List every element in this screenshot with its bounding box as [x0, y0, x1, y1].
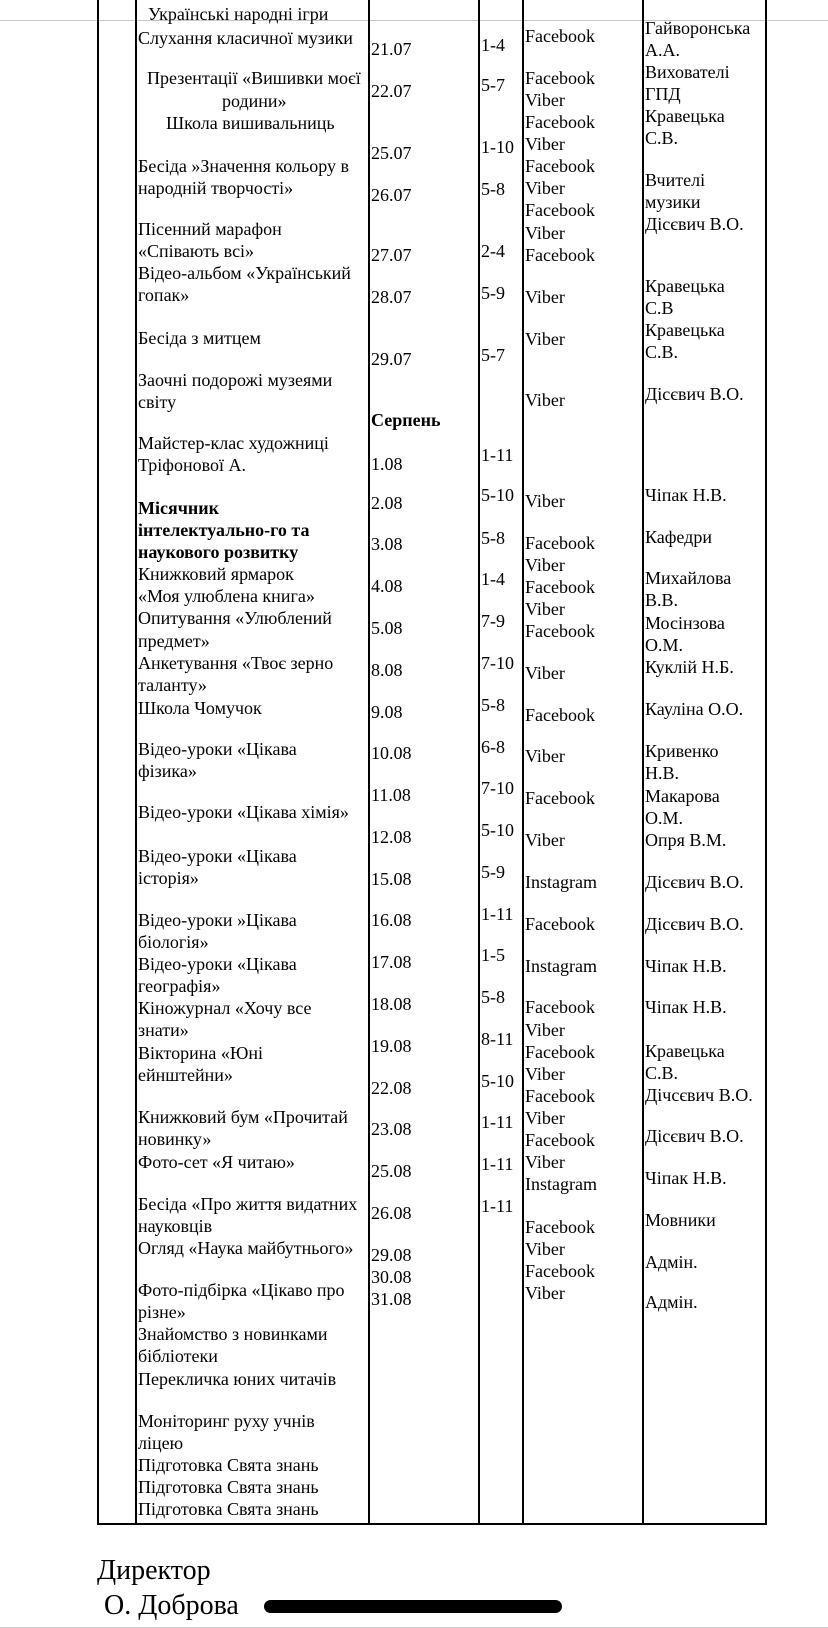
responsible-cell: А.А. [645, 40, 680, 60]
activity-text: Пісенний марафон [138, 219, 282, 239]
signature-name: О. Доброва [104, 1590, 239, 1621]
grade-cell: 5-9 [481, 283, 505, 303]
responsible-cell: О.М. [645, 635, 684, 655]
activity-text: Огляд «Наука майбутнього» [138, 1238, 354, 1258]
platform-cell: Facebook [525, 112, 595, 132]
platform-cell: Facebook [525, 1261, 595, 1281]
activity-text: Відео-альбом «Український [138, 263, 351, 283]
grade-cell: 5-8 [481, 695, 505, 715]
activity-text: Вікторина «Юні [138, 1043, 264, 1063]
grade-cell: 7-9 [481, 611, 505, 631]
activity-text: Фото-підбірка «Цікаво про [138, 1280, 345, 1300]
activity-text: Підготовка Свята знань [138, 1477, 319, 1497]
grade-cell: 5-10 [481, 1071, 514, 1091]
platform-cell: Facebook [525, 1217, 595, 1237]
activity-text: ліцею [138, 1433, 184, 1453]
activity-text: Фото-сет «Я читаю» [138, 1152, 295, 1172]
activity-text: географія» [138, 976, 221, 996]
date-cell: 19.08 [371, 1036, 412, 1056]
responsible-cell: Чіпак Н.В. [645, 485, 727, 505]
grade-cell: 5-8 [481, 987, 505, 1007]
table-divider-date [368, 0, 370, 1525]
activity-text: інтелектуально-го та [138, 520, 310, 540]
platform-cell: Facebook [525, 997, 595, 1017]
date-cell: 26.07 [371, 185, 412, 205]
activity-text: «Моя улюблена книга» [138, 586, 315, 606]
date-cell: 30.08 [371, 1267, 412, 1287]
date-cell: 17.08 [371, 952, 412, 972]
activity-text: світу [138, 392, 177, 412]
grade-cell: 1-11 [481, 1154, 514, 1174]
activity-text: Відео-уроки »Цікава [138, 910, 297, 930]
activity-text: гопак» [138, 285, 190, 305]
activity-text: Слухання класичної музики [138, 28, 353, 48]
platform-cell: Viber [525, 746, 565, 766]
date-cell: 29.08 [371, 1245, 412, 1265]
platform-cell: Viber [525, 1152, 565, 1172]
responsible-cell: Дісєвич В.О. [645, 914, 744, 934]
responsible-cell: музики [645, 192, 701, 212]
date-cell: 9.08 [371, 702, 403, 722]
date-cell: 11.08 [371, 785, 411, 805]
activity-text: Перекличка юних читачів [138, 1369, 337, 1389]
grade-cell: 5-7 [481, 75, 505, 95]
responsible-cell: Михайлова [645, 568, 732, 588]
grade-cell: 5-8 [481, 179, 505, 199]
platform-cell: Viber [525, 390, 565, 410]
grade-cell: 1-11 [481, 1196, 514, 1216]
activity-text: Майстер-клас художниці [138, 433, 329, 453]
responsible-cell: Вихователі [645, 62, 730, 82]
date-cell: 25.08 [371, 1161, 412, 1181]
grade-cell: 5-10 [481, 485, 514, 505]
grade-cell: 7-10 [481, 653, 514, 673]
responsible-cell: Мосінзова [645, 613, 725, 633]
platform-cell: Viber [525, 134, 565, 154]
grade-cell: 8-11 [481, 1029, 514, 1049]
platform-cell: Facebook [525, 1042, 595, 1062]
grade-cell: 2-4 [481, 241, 505, 261]
responsible-cell: Адмін. [645, 1292, 698, 1312]
date-cell: 29.07 [371, 349, 412, 369]
grade-cell: 1-11 [481, 445, 514, 465]
table-border-left [97, 0, 99, 1525]
platform-cell: Viber [525, 491, 565, 511]
date-cell: 25.07 [371, 143, 412, 163]
activity-text: ейнштейни» [138, 1065, 233, 1085]
responsible-cell: В.В. [645, 590, 679, 610]
activity-text: історія» [138, 868, 199, 888]
platform-cell: Viber [525, 555, 565, 575]
platform-cell: Facebook [525, 1130, 595, 1150]
grade-cell: 1-10 [481, 137, 514, 157]
responsible-cell: Макарова [645, 786, 720, 806]
responsible-cell: Вчителі [645, 170, 706, 190]
activity-text: Українські народні ігри [148, 4, 329, 24]
activity-text: Опитування «Улюблений [138, 608, 332, 628]
platform-cell: Viber [525, 1239, 565, 1259]
platform-cell: Viber [525, 223, 565, 243]
platform-cell: Facebook [525, 914, 595, 934]
responsible-cell: Мовники [645, 1210, 716, 1230]
activity-text: новинку» [138, 1129, 212, 1149]
table-divider-platform [522, 0, 524, 1525]
platform-cell: Viber [525, 1020, 565, 1040]
activity-text: науковців [138, 1216, 213, 1236]
date-cell: 5.08 [371, 618, 403, 638]
responsible-cell: Кравецька [645, 1041, 725, 1061]
responsible-cell: С.В. [645, 342, 679, 362]
grade-cell: 1-5 [481, 945, 505, 965]
activity-text: Школа вишивальниць [166, 113, 335, 133]
grade-cell: 1-4 [481, 569, 505, 589]
activity-text: Відео-уроки «Цікава хімія» [138, 802, 349, 822]
responsible-cell: Куклій Н.Б. [645, 657, 734, 677]
platform-cell: Viber [525, 329, 565, 349]
table-border-right [765, 0, 767, 1525]
platform-cell: Viber [525, 830, 565, 850]
responsible-cell: С.В. [645, 128, 679, 148]
activity-text: Книжковий ярмарок [138, 564, 294, 584]
responsible-cell: Кравецька [645, 106, 725, 126]
responsible-cell: Кравецька [645, 320, 725, 340]
activity-text: Бесіда »Значення кольору в [138, 156, 349, 176]
date-cell: 28.07 [371, 287, 412, 307]
activity-text: «Співають всі» [138, 241, 255, 261]
table-border-bottom [97, 1523, 767, 1525]
responsible-cell: Н.В. [645, 763, 680, 783]
activity-text: Заочні подорожі музеями [138, 370, 333, 390]
date-cell: 26.08 [371, 1203, 412, 1223]
date-cell: 22.08 [371, 1078, 412, 1098]
activity-text: Знайомство з новинками [138, 1324, 328, 1344]
grade-cell: 1-11 [481, 1112, 514, 1132]
platform-cell: Facebook [525, 1086, 595, 1106]
activity-text: Школа Чомучок [138, 698, 262, 718]
activity-text: Підготовка Свята знань [138, 1455, 319, 1475]
responsible-cell: Кривенко [645, 741, 719, 761]
date-cell: 2.08 [371, 493, 403, 513]
activity-text: знати» [138, 1020, 189, 1040]
platform-cell: Viber [525, 1283, 565, 1303]
activity-text: Анкетування «Твоє зерно [138, 653, 334, 673]
responsible-cell: Дічсєвич В.О. [645, 1085, 753, 1105]
platform-cell: Facebook [525, 621, 595, 641]
responsible-cell: С.В. [645, 1063, 679, 1083]
activity-text: Відео-уроки «Цікава [138, 739, 297, 759]
activity-text: фізика» [138, 761, 197, 781]
responsible-cell: О.М. [645, 808, 684, 828]
activity-text: Моніторинг руху учнів [138, 1411, 315, 1431]
responsible-cell: Чіпак Н.В. [645, 1168, 727, 1188]
signature-title: Директор [97, 1555, 211, 1586]
grade-cell: 1-4 [481, 35, 505, 55]
activity-text: бібліотеки [138, 1346, 218, 1366]
grade-cell: 6-8 [481, 737, 505, 757]
responsible-cell: Опря В.М. [645, 830, 727, 850]
responsible-cell: Чіпак Н.В. [645, 997, 727, 1017]
date-cell: 3.08 [371, 534, 403, 554]
activity-text: Книжковий бум «Прочитай [138, 1107, 348, 1127]
activity-text: Презентації «Вишивки моєї [147, 68, 361, 88]
responsible-cell: Дісєвич В.О. [645, 214, 744, 234]
responsible-cell: Дісєвич В.О. [645, 1126, 744, 1146]
date-cell: 31.08 [371, 1289, 412, 1309]
responsible-cell: Чіпак Н.В. [645, 956, 727, 976]
grade-cell: 5-7 [481, 345, 505, 365]
platform-cell: Instagram [525, 956, 597, 976]
activity-text: предмет» [138, 631, 210, 651]
activity-text: Бесіда з митцем [138, 328, 261, 348]
activity-text: родини» [222, 91, 287, 111]
grade-cell: 5-10 [481, 820, 514, 840]
month-heading: Серпень [371, 410, 441, 430]
platform-cell: Facebook [525, 26, 595, 46]
activity-text: наукового розвитку [138, 542, 299, 562]
date-cell: 18.08 [371, 994, 412, 1014]
date-cell: 22.07 [371, 81, 412, 101]
grade-cell: 5-8 [481, 528, 505, 548]
date-cell: 12.08 [371, 827, 412, 847]
activity-text: Місячник [138, 498, 219, 518]
activity-text: Бесіда «Про життя видатних [138, 1194, 358, 1214]
platform-cell: Facebook [525, 533, 595, 553]
date-cell: 1.08 [371, 454, 403, 474]
responsible-cell: Кауліна О.О. [645, 699, 744, 719]
activity-text: Відео-уроки «Цікава [138, 846, 297, 866]
responsible-cell: Дісєвич В.О. [645, 872, 744, 892]
responsible-cell: С.В [645, 298, 674, 318]
platform-cell: Viber [525, 1108, 565, 1128]
table-divider-grade [478, 0, 480, 1525]
activity-text: різне» [138, 1302, 186, 1322]
responsible-cell: Гайворонська [645, 18, 751, 38]
grade-cell: 1-11 [481, 904, 514, 924]
platform-cell: Viber [525, 90, 565, 110]
platform-cell: Facebook [525, 156, 595, 176]
platform-cell: Viber [525, 287, 565, 307]
platform-cell: Viber [525, 663, 565, 683]
activity-text: народній творчості» [138, 178, 294, 198]
activity-text: Кіножурнал «Хочу все [138, 998, 312, 1018]
responsible-cell: Кафедри [645, 527, 712, 547]
platform-cell: Facebook [525, 68, 595, 88]
activity-text: біологія» [138, 932, 209, 952]
activity-text: Підготовка Свята знань [138, 1499, 319, 1519]
platform-cell: Facebook [525, 788, 595, 808]
platform-cell: Viber [525, 1064, 565, 1084]
date-cell: 4.08 [371, 576, 403, 596]
date-cell: 21.07 [371, 39, 412, 59]
date-cell: 10.08 [371, 743, 412, 763]
platform-cell: Instagram [525, 1174, 597, 1194]
platform-cell: Facebook [525, 200, 595, 220]
platform-cell: Instagram [525, 872, 597, 892]
platform-cell: Facebook [525, 705, 595, 725]
responsible-cell: Кравецька [645, 276, 725, 296]
date-cell: 8.08 [371, 660, 403, 680]
activity-text: таланту» [138, 675, 207, 695]
responsible-cell: Адмін. [645, 1252, 698, 1272]
activity-text: Тріфонової А. [138, 455, 246, 475]
signature-redaction-bar [264, 1600, 562, 1613]
grade-cell: 7-10 [481, 778, 514, 798]
date-cell: 15.08 [371, 869, 412, 889]
table-divider-responsible [642, 0, 644, 1525]
date-cell: 16.08 [371, 910, 412, 930]
activity-text: Відео-уроки «Цікава [138, 954, 297, 974]
platform-cell: Viber [525, 178, 565, 198]
grade-cell: 5-9 [481, 862, 505, 882]
date-cell: 27.07 [371, 245, 412, 265]
platform-cell: Viber [525, 599, 565, 619]
table-divider-activity [135, 0, 137, 1525]
date-cell: 23.08 [371, 1119, 412, 1139]
responsible-cell: ГПД [645, 84, 681, 104]
responsible-cell: Дісєвич В.О. [645, 384, 744, 404]
platform-cell: Facebook [525, 577, 595, 597]
platform-cell: Facebook [525, 245, 595, 265]
